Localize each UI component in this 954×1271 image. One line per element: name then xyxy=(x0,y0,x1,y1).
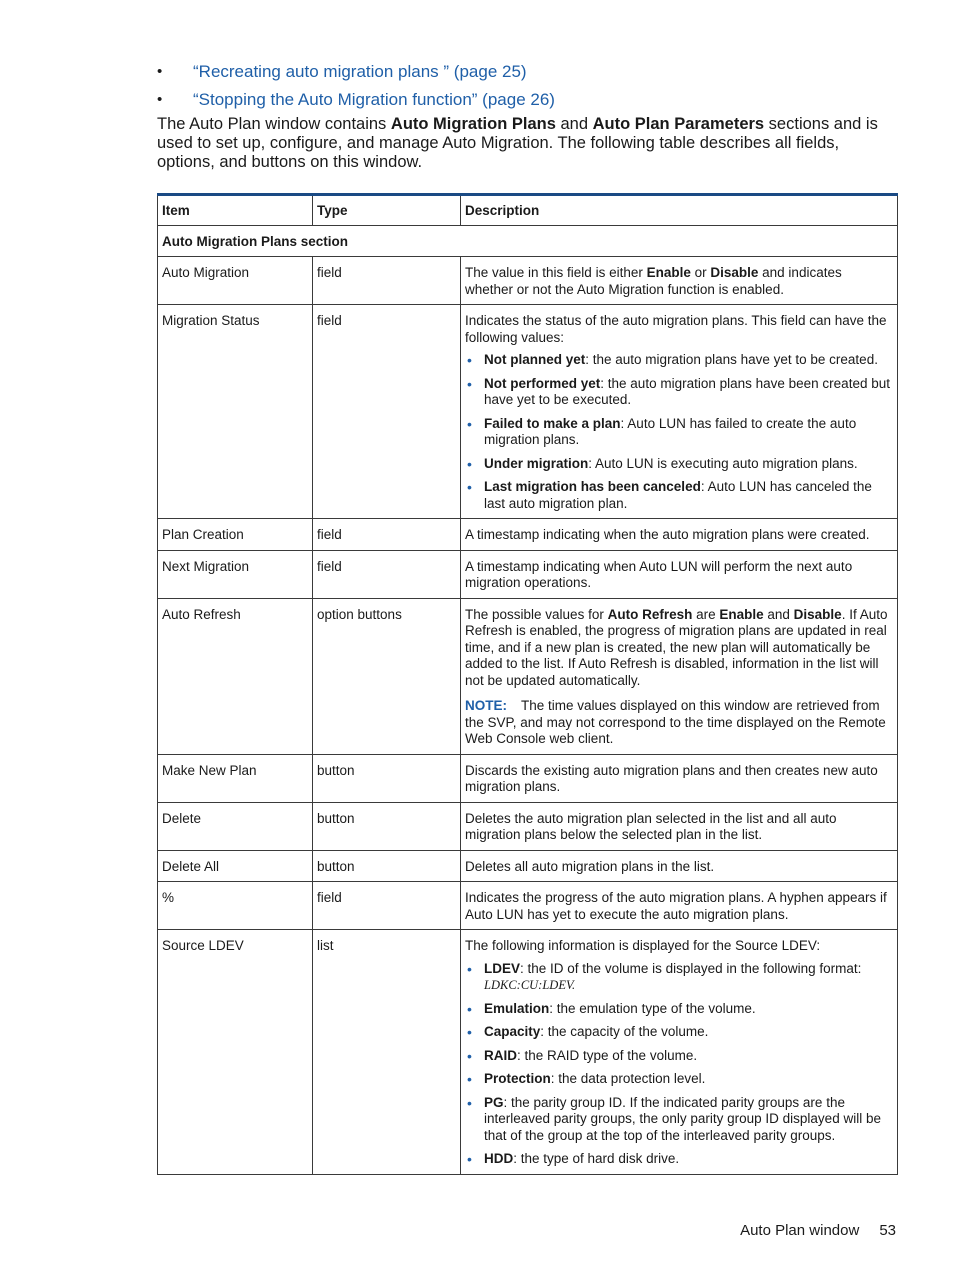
page-footer xyxy=(740,1222,896,1239)
table-row xyxy=(158,882,898,930)
link-recreating-plans[interactable]: • “Recreating auto migration plans ” (page 25) xyxy=(157,58,897,86)
table-row xyxy=(158,257,898,305)
list-item: • Capacity: the capacity of the volume. xyxy=(465,1024,892,1041)
note: NOTE: The time values displayed on this window are retrieved from the SVP, and may not correspond to the time displayed on the Remote Web Console web client. xyxy=(465,698,886,746)
description-cell: Indicates the progress of the auto migration plans. A hyphen appears if Auto LUN has yet to execute the auto migration plans. xyxy=(461,882,898,930)
item-cell: Plan Creation xyxy=(158,519,313,551)
item-cell: Next Migration xyxy=(158,550,313,598)
note-label: NOTE: xyxy=(465,698,507,713)
table-row xyxy=(158,754,898,802)
header-description: Description xyxy=(461,195,898,226)
description-cell: A timestamp indicating when the auto migration plans were created. xyxy=(461,519,898,551)
list-item: • Not performed yet: the auto migration plans have been created but have yet to be executed. xyxy=(465,376,892,409)
list-item: • Not planned yet: the auto migration plans have yet to be created. xyxy=(465,352,892,369)
type-cell: field xyxy=(313,257,461,305)
list-item: • LDEV: the ID of the volume is displayed in the following format: LDKC:CU:LDEV. xyxy=(465,961,892,994)
item-cell: Make New Plan xyxy=(158,754,313,802)
table-row xyxy=(158,850,898,882)
status-values-list xyxy=(465,352,892,512)
item-cell: Auto Migration xyxy=(158,257,313,305)
list-item: • Last migration has been canceled: Auto LUN has canceled the last auto migration plan. xyxy=(465,479,892,512)
section-title: Auto Migration Plans section xyxy=(158,225,898,257)
table-row xyxy=(158,930,898,1175)
type-cell: button xyxy=(313,850,461,882)
table-row xyxy=(158,802,898,850)
list-item: • PG: the parity group ID. If the indicated parity groups are the interleaved parity groups, the only parity group ID displayed will be that of the group at the top of the interleaved parity groups. xyxy=(465,1095,892,1145)
list-item: • Protection: the data protection level. xyxy=(465,1071,892,1088)
header-type: Type xyxy=(313,195,461,226)
description-cell: Discards the existing auto migration plans and then creates new auto migration plans. xyxy=(461,754,898,802)
item-cell: Delete All xyxy=(158,850,313,882)
type-cell: option buttons xyxy=(313,598,461,754)
link-stopping-function[interactable]: • “Stopping the Auto Migration function” (page 26) xyxy=(157,86,897,114)
item-cell: Delete xyxy=(158,802,313,850)
list-item: • RAID: the RAID type of the volume. xyxy=(465,1048,892,1065)
header-item: Item xyxy=(158,195,313,226)
section-row xyxy=(158,225,898,257)
type-cell: field xyxy=(313,882,461,930)
description-cell: Indicates the status of the auto migration plans. This field can have the following values: • Not planned yet: the auto migration plans have yet to be created. • Not performed yet: the auto migration plans have been created but have yet to be executed. • Failed to make a plan: Auto LUN has failed to create the auto migration plans. • Under migration: Auto LUN is executing auto migration plans. • Last migration has been canceled: Auto LUN has canceled the last auto migration plan. xyxy=(461,305,898,519)
type-cell: field xyxy=(313,550,461,598)
item-cell: Auto Refresh xyxy=(158,598,313,754)
ldev-format: LDKC:CU:LDEV. xyxy=(484,978,576,992)
intro-paragraph: The Auto Plan window contains Auto Migration Plans and Auto Plan Parameters sections and is used to set up, configure, and manage Auto Migration. The following table describes all fields, options, and buttons on this window. xyxy=(157,115,878,171)
fields-table xyxy=(157,193,898,1175)
description-cell: The possible values for Auto Refresh are Enable and Disable. If Auto Refresh is enabled, the progress of migration plans are updated in real time, and if a new plan is created, the new plan will automatically be added to the list. If Auto Refresh is disabled, information in the list will not be updated automatically. NOTE: The time values displayed on this window are retrieved from the SVP, and may not correspond to the time displayed on the Remote Web Console web client. xyxy=(461,598,898,754)
description-cell: A timestamp indicating when Auto LUN will perform the next auto migration operations. xyxy=(461,550,898,598)
table-header-row xyxy=(158,195,898,226)
table-row xyxy=(158,305,898,519)
type-cell: field xyxy=(313,305,461,519)
item-cell: % xyxy=(158,882,313,930)
footer-title: Auto Plan window xyxy=(740,1222,860,1239)
list-item: • Failed to make a plan: Auto LUN has failed to create the auto migration plans. xyxy=(465,416,892,449)
page-number: 53 xyxy=(879,1222,896,1239)
description-cell: The value in this field is either Enable or Disable and indicates whether or not the Auto Migration function is enabled. xyxy=(461,257,898,305)
table-row xyxy=(158,519,898,551)
source-ldev-list xyxy=(465,961,892,1168)
item-cell: Migration Status xyxy=(158,305,313,519)
related-links xyxy=(157,58,897,114)
list-item: • Under migration: Auto LUN is executing auto migration plans. xyxy=(465,456,892,473)
table-row xyxy=(158,598,898,754)
type-cell: field xyxy=(313,519,461,551)
list-item: • HDD: the type of hard disk drive. xyxy=(465,1151,892,1168)
item-cell: Source LDEV xyxy=(158,930,313,1175)
type-cell: button xyxy=(313,754,461,802)
table-row xyxy=(158,550,898,598)
description-cell: Deletes all auto migration plans in the list. xyxy=(461,850,898,882)
description-cell: The following information is displayed for the Source LDEV: • LDEV: the ID of the volume is displayed in the following format: LDKC:CU:LDEV. • Emulation: the emulation type of the volume. • Capacity: the capacity of the volume. • RAID: the RAID type of the volume. • Protection: the data protection level. • PG: the parity group ID. If the indicated parity groups are the interleaved parity groups, the only parity group ID displayed will be that of the group at the top of the interleaved parity groups. • HDD: the type of hard disk drive. xyxy=(461,930,898,1175)
type-cell: button xyxy=(313,802,461,850)
description-cell: Deletes the auto migration plan selected in the list and all auto migration plans below the selected plan in the list. xyxy=(461,802,898,850)
type-cell: list xyxy=(313,930,461,1175)
list-item: • Emulation: the emulation type of the volume. xyxy=(465,1001,892,1018)
